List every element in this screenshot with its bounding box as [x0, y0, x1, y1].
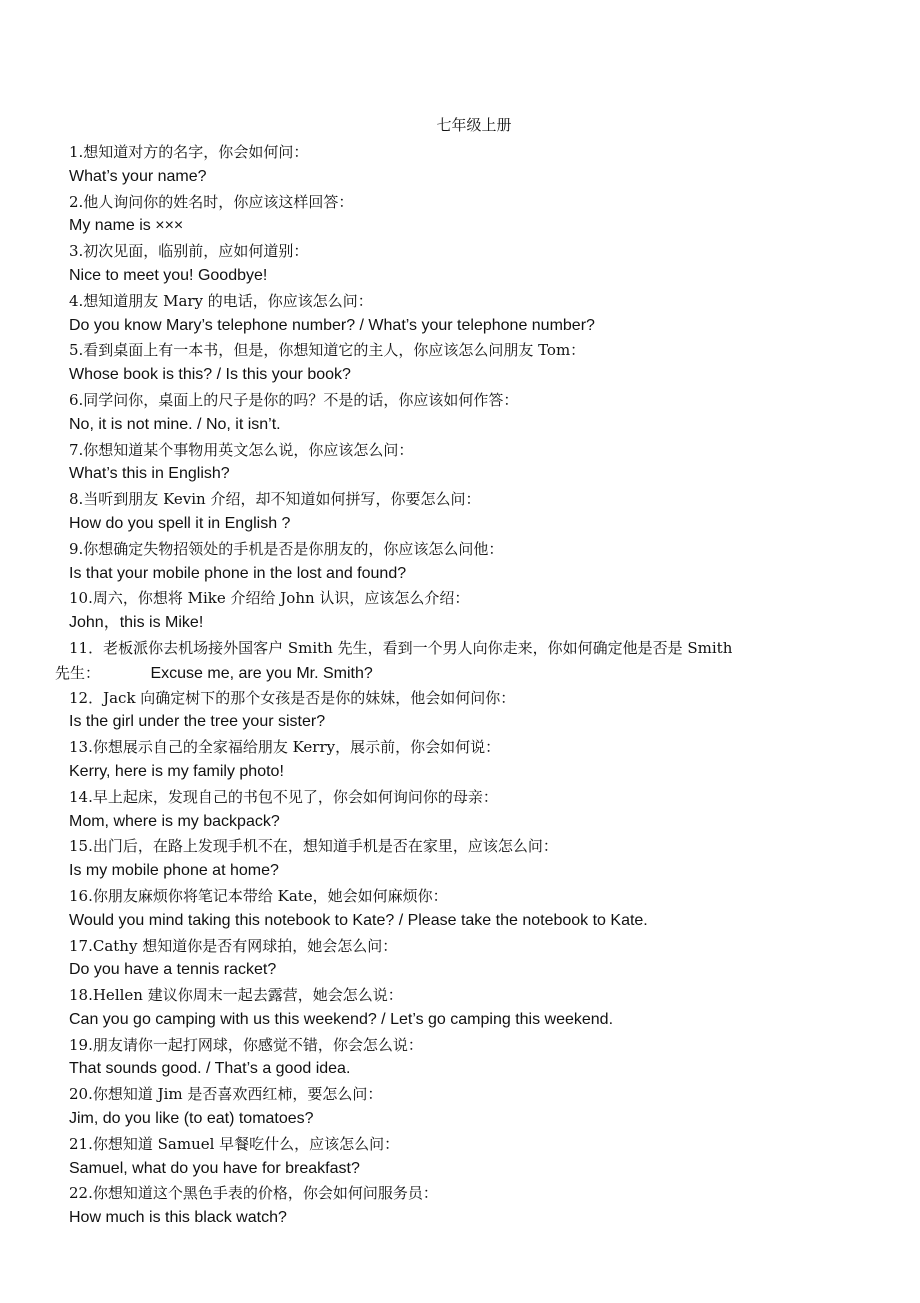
question-12: 12．Jack 向确定树下的那个女孩是否是你的妹妹，他会如何问你： — [69, 688, 516, 707]
question-3: 3.初次见面，临别前，应如何道别： — [69, 242, 309, 261]
answer-15: Is my mobile phone at home? — [69, 862, 279, 880]
answer-13: Kerry, here is my family photo! — [69, 762, 284, 780]
answer-14: Mom, where is my backpack? — [69, 812, 280, 830]
answer-6: No, it is not mine. / No, it isn’t. — [69, 415, 281, 433]
answer-20: Jim, do you like (to eat) tomatoes? — [69, 1110, 314, 1128]
question-10: 10.周六，你想将 Mike 介绍给 John 认识，应该怎么介绍： — [69, 589, 470, 608]
question-14: 14.早上起床，发现自己的书包不见了，你会如何询问你的母亲： — [69, 787, 498, 806]
answer-9: Is that your mobile phone in the lost and found? — [69, 564, 407, 582]
answer-2: My name is ××× — [69, 217, 184, 235]
answer-4: Do you know Mary’s telephone number? / What’s your telephone number? — [69, 316, 595, 334]
question-6: 6.同学问你，桌面上的尺子是你的吗？不是的话，你应该如何作答： — [69, 390, 519, 409]
answer-17: Do you have a tennis racket? — [69, 961, 277, 979]
answer-3: Nice to meet you! Goodbye! — [69, 266, 268, 284]
answer-5: Whose book is this? / Is this your book? — [69, 366, 351, 384]
answer-1: What’s your name? — [69, 167, 207, 185]
question-11: 11．老板派你去机场接外国客户 Smith 先生，看到一个男人向你走来，你如何确定他是否是 Smith — [69, 638, 733, 657]
answer-10: John，this is Mike! — [69, 614, 204, 632]
question-7: 7.你想知道某个事物用英文怎么说，你应该怎么问： — [69, 440, 414, 459]
question-1: 1.想知道对方的名字，你会如何问： — [69, 143, 309, 161]
question-11-cont-text: 先生： — [55, 663, 101, 682]
document-body — [55, 140, 869, 1231]
question-9: 9.你想确定失物招领处的手机是否是你朋友的，你应该怎么问他： — [69, 539, 504, 558]
answer-18: Can you go camping with us this weekend? / Let’s go camping this weekend. — [69, 1010, 614, 1028]
question-19: 19.朋友请你一起打网球，你感觉不错，你会怎么说： — [69, 1035, 423, 1054]
question-5: 5.看到桌面上有一本书，但是，你想知道它的主人，你应该怎么问朋友 Tom： — [69, 341, 586, 360]
question-2: 2.他人询问你的姓名时，你应该这样回答： — [69, 192, 354, 211]
question-16: 16.你朋友麻烦你将笔记本带给 Kate，她会如何麻烦你： — [69, 886, 448, 905]
question-8: 8.当听到朋友 Kevin 介绍，却不知道如何拼写，你要怎么问： — [69, 490, 481, 509]
question-22: 22.你想知道这个黑色手表的价格，你会如何问服务员： — [69, 1184, 438, 1203]
question-17: 17.Cathy 想知道你是否有网球拍，她会怎么问： — [69, 936, 398, 955]
answer-21: Samuel, what do you have for breakfast? — [69, 1159, 360, 1177]
question-13: 13.你想展示自己的全家福给朋友 Kerry，展示前，你会如何说： — [69, 738, 501, 757]
answer-12: Is the girl under the tree your sister? — [69, 713, 326, 731]
question-15: 15.出门后，在路上发现手机不在，想知道手机是否在家里，应该怎么问： — [69, 837, 558, 856]
answer-22: How much is this black watch? — [69, 1209, 287, 1227]
answer-8: How do you spell it in English ? — [69, 514, 291, 532]
answer-16: Would you mind taking this notebook to Kate? / Please take the notebook to Kate. — [69, 911, 648, 929]
question-21: 21.你想知道 Samuel 早餐吃什么，应该怎么问： — [69, 1134, 400, 1153]
question-4: 4.想知道朋友 Mary 的电话，你应该怎么问： — [69, 291, 373, 310]
question-11-continuation — [55, 661, 869, 686]
answer-11: Excuse me, are you Mr. Smith? — [150, 664, 373, 682]
answer-7: What’s this in English? — [69, 465, 230, 483]
question-18: 18.Hellen 建议你周末一起去露营，她会怎么说： — [69, 986, 403, 1005]
page-title: 七年级上册 — [436, 116, 512, 134]
question-20: 20.你想知道 Jim 是否喜欢西红柿，要怎么问： — [69, 1085, 383, 1104]
answer-19: That sounds good. / That’s a good idea. — [69, 1060, 351, 1078]
